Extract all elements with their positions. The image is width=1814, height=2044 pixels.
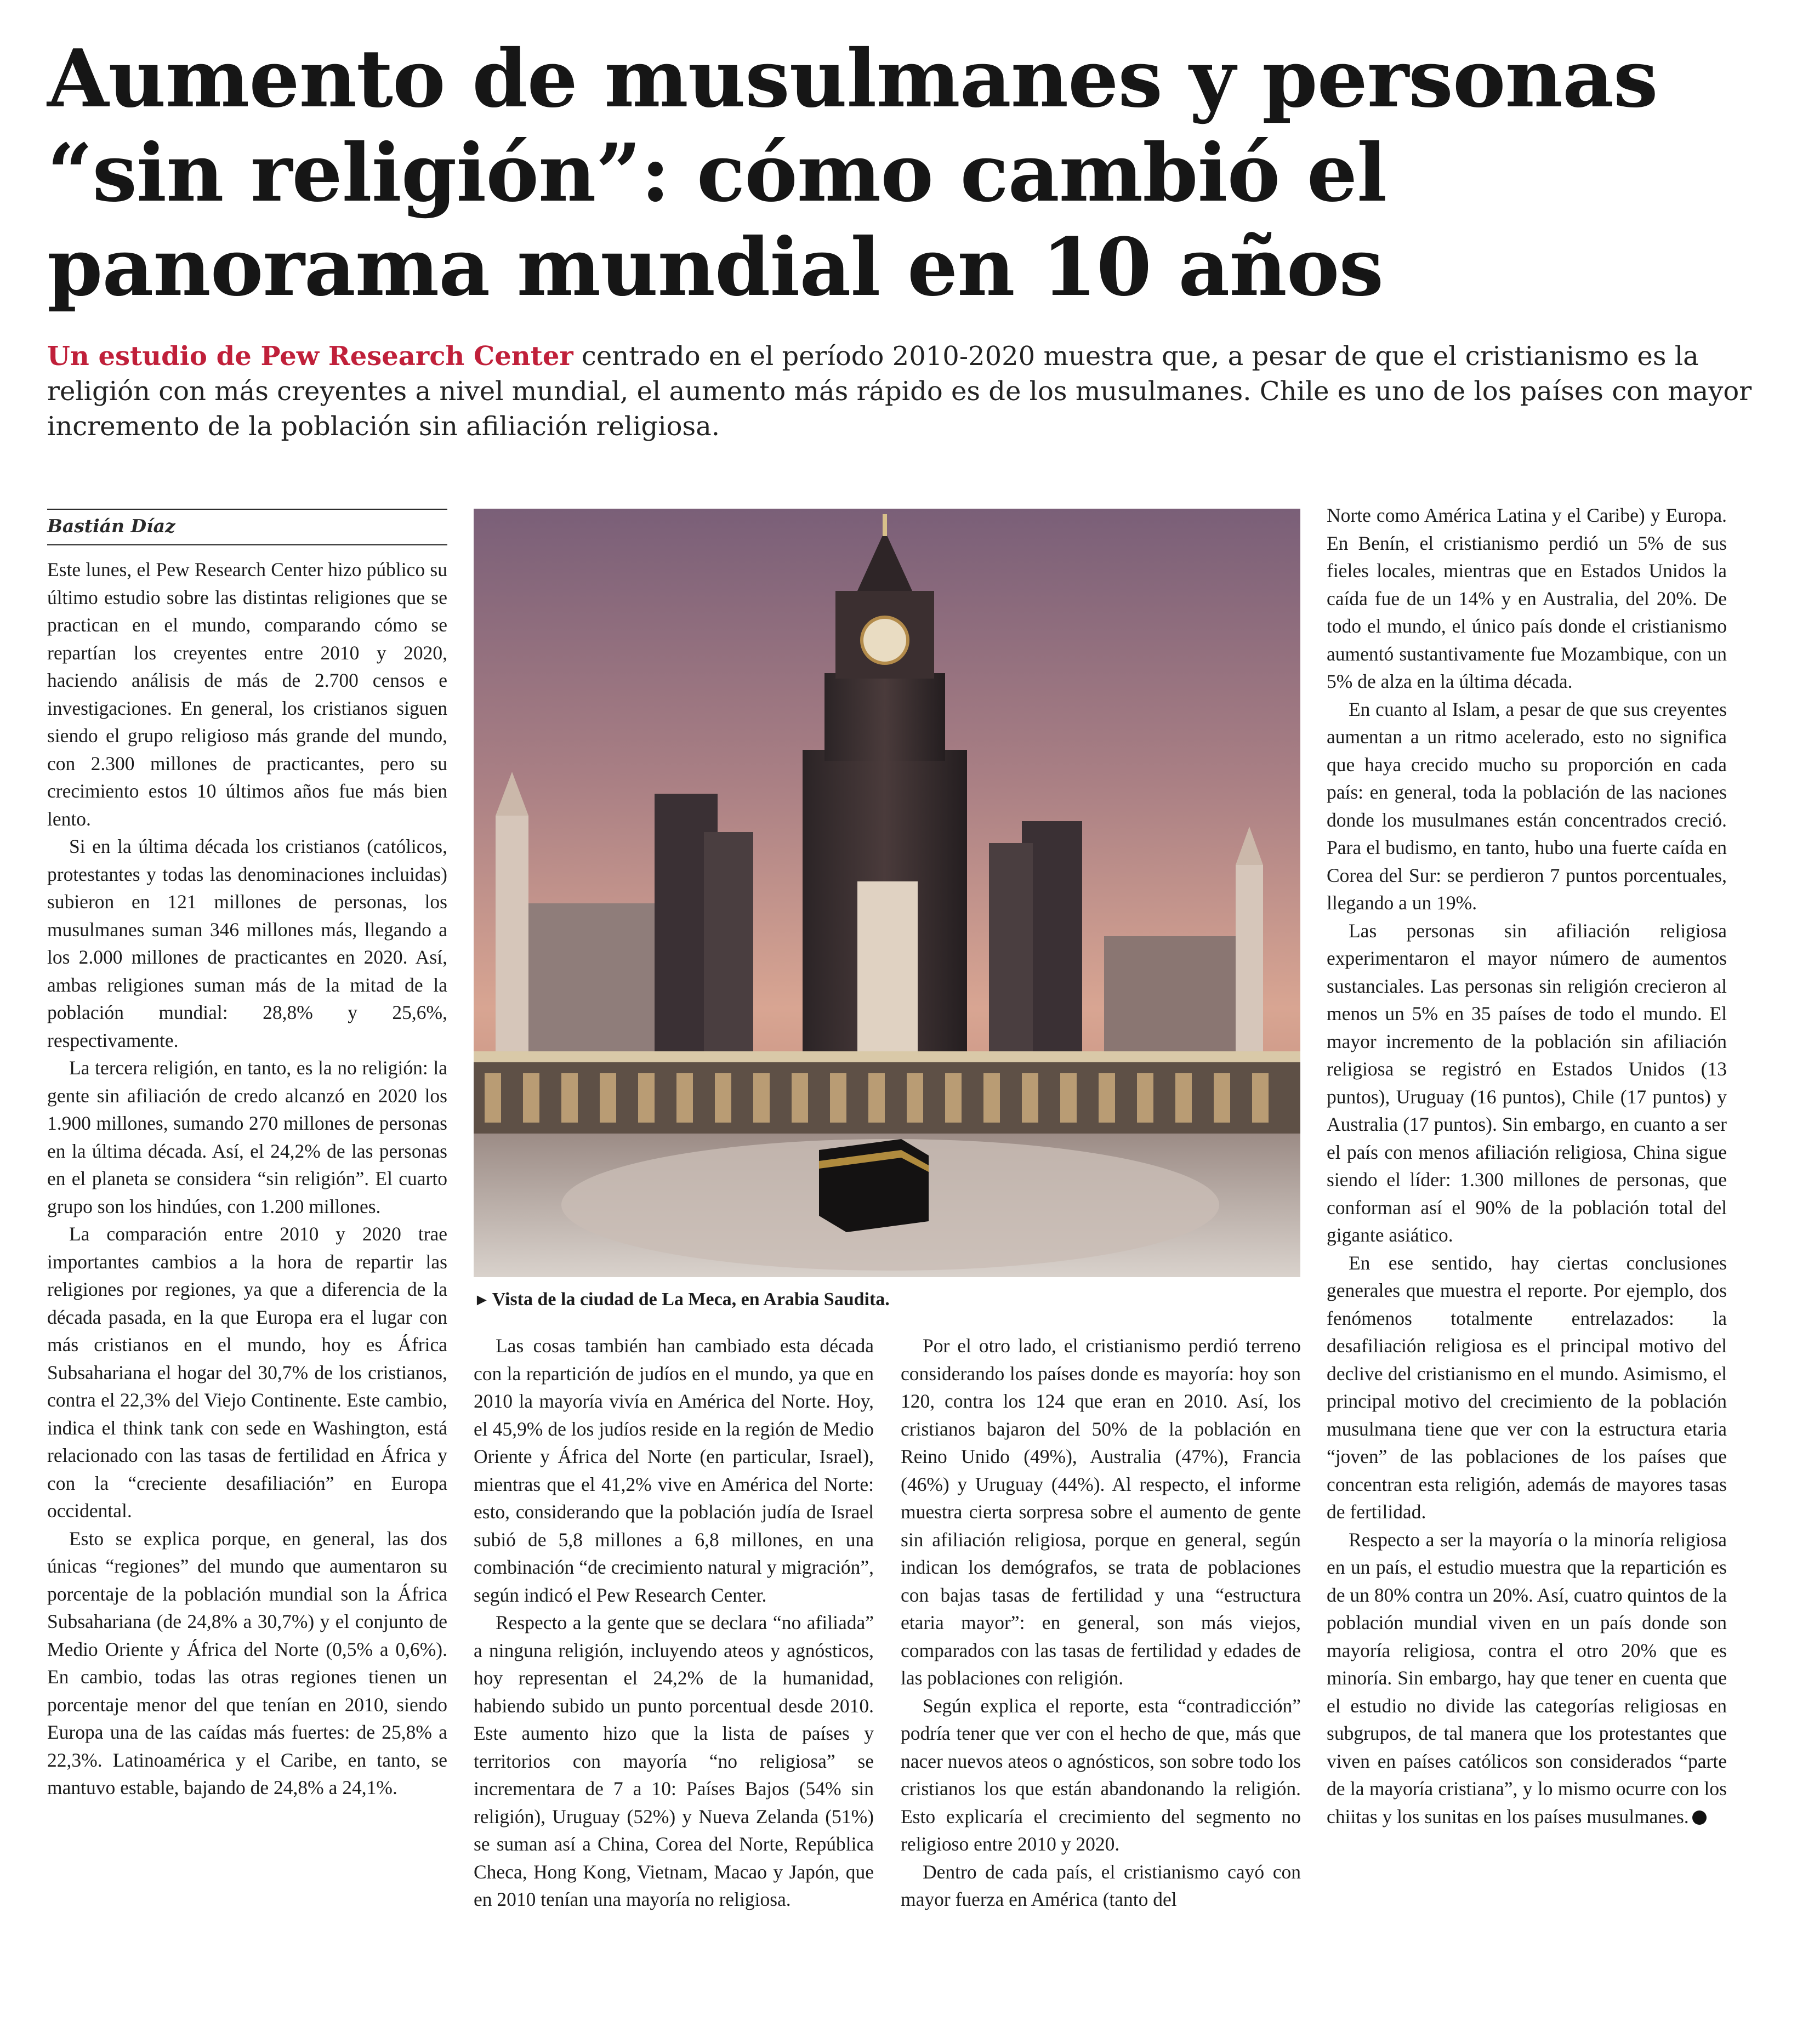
- paragraph: En ese sentido, hay ciertas conclusiones generales que muestra el reporte. Por ejemplo, dos fenómenos totalmente entrelazados: la desafiliación religiosa es el principal motivo del declive del cristianismo en el mundo. Asimismo, el principal motivo del crecimiento de la población musulmana tiene que ver con la estructura etaria “joven” de las poblaciones de los países que concentran esta religión, además de mayores tasas de fertilidad.: [1327, 1251, 1727, 1523]
- lead-text: centrado en el período 2010-2020 muestra que, a pesar de que el cristianismo es la religión con más creyentes a nivel mundial, el aumento más rápido es de los musulmanes. Chile es uno de los países con mayor incremento de la población sin afiliación religiosa.: [47, 341, 1752, 442]
- paragraph: [1327, 1526, 1727, 1831]
- photo-caption: [474, 1289, 1300, 1310]
- lead-paragraph: [47, 339, 1779, 444]
- paragraph: Respecto a la gente que se declara “no afiliada” a ninguna religión, incluyendo ateos y agnósticos, hoy representan el 24,2% de la humanidad, habiendo subido un punto porcentual desde 2010. Este aumento hizo que la lista de países y territorios con mayoría “no religiosa” se incrementara de 7 a 10: Países Bajos (54% sin religión), Uruguay (52%) y Nueva Zelanda (51%) se suman así a China, Corea del Norte, República Checa, Hong Kong, Vietnam, Macao y Japón, que en 2010 tenían una mayoría no religiosa.: [474, 1612, 874, 1910]
- end-of-article-icon: [1692, 1810, 1707, 1825]
- mecca-illustration: [474, 509, 1300, 1277]
- paragraph: Este lunes, el Pew Research Center hizo público su último estudio sobre las distintas religiones que se practican en el mundo, comparando cómo se repartían los creyentes entre 2010 y 2020, haciendo análisis de más de 2.700 censos e investigaciones. En general, los cristianos siguen siendo el grupo religioso más grande del mundo, con 2.300 millones de practicantes, pero su crecimiento estos 10 últimos años fue más bien lento.: [47, 559, 447, 830]
- paragraph: Dentro de cada país, el cristianismo cayó con mayor fuerza en América (tanto del: [901, 1860, 1301, 1910]
- paragraph: Si en la última década los cristianos (católicos, protestantes y todas las denominaciones incluidas) subieron en 121 millones de personas, los musulmanes suman 346 millones más, llegando a los 2.000 millones de practicantes en 2020. Así, ambas religiones suman más de la mitad de la población mundial: 28,8% y 25,6%, respectivamente.: [47, 835, 447, 1051]
- headline: Aumento de musulmanes y personas “sin religión”: cómo cambió el panorama mundial en 10 años: [47, 32, 1658, 314]
- paragraph: Norte como América Latina y el Caribe) y Europa. En Benín, el cristianismo perdió un 5% de sus fieles locales, mientras que en Estados Unidos la caída fue de un 14% y en Australia, del 20%. De todo el mundo, el único país donde el cristianismo aumentó sustantivamente fue Mozambique, con un 5% de alza en la última década.: [1327, 504, 1727, 692]
- paragraph: Las cosas también han cambiado esta década con la repartición de judíos en el mundo, ya que en 2010 la mayoría vivía en América del Norte. Hoy, el 45,9% de los judíos reside en la región de Medio Oriente y África del Norte (en particular, Israel), mientras que el 41,2% vive en América del Norte: esto, considerando que la población judía de Israel subió de 5,8 millones a 6,8 millones, en una combinación “de crecimiento natural y migración”, según indicó el Pew Research Center.: [474, 1335, 874, 1606]
- byline: Bastián Díaz: [47, 509, 447, 545]
- column-2: [474, 1332, 874, 1914]
- paragraph: Por el otro lado, el cristianismo perdió terreno considerando los países donde es mayoría: hoy son 120, contra los 124 que eran en 2010. Así, los cristianos bajaron del 50% de la población en Reino Unido (49%), Australia (47%), Francia (46%) y Uruguay (44%). Al respecto, el informe muestra cierta sorpresa sobre el aumento de gente sin afiliación religiosa, porque en general, según indican los demógrafos, se trata de poblaciones con bajas tasas de fertilidad y una “estructura etaria mayor”: en general, son más viejos, comparados con las tasas de fertilidad y edades de las poblaciones con religión.: [901, 1335, 1301, 1689]
- column-4: [1327, 502, 1727, 1830]
- caption-text: Vista de la ciudad de La Meca, en Arabia Saudita.: [492, 1289, 890, 1309]
- paragraph-text: Respecto a ser la mayoría o la minoría religiosa en un país, el estudio muestra que la repartición es de un 80% contra un 20%. Así, cuatro quintos de la población mundial viven en un país donde son mayoría religiosa, contra el otro 20% que es minoría. Sin embargo, hay que tener en cuenta que el estudio no divide las categorías religiosas en subgrupos, de tal manera que los protestantes que viven en países católicos son considerados “parte de la mayoría cristiana”, y lo mismo ocurre con los chiitas y los sunitas en los países musulmanes.: [1327, 1528, 1727, 1827]
- paragraph: La tercera religión, en tanto, es la no religión: la gente sin afiliación de credo alcanzó en 2020 los 1.900 millones, sumando 270 millones de personas en la última década. Así, el 24,2% de las personas en el planeta se considera “sin religión”. El cuarto grupo son los hindúes, con 1.200 millones.: [47, 1057, 447, 1217]
- paragraph: Las personas sin afiliación religiosa experimentaron el mayor número de aumentos sustanciales. Las personas sin religión crecieron al menos un 5% en 35 países de todo el mundo. El mayor incremento de la población sin afiliación religiosa se registró en Estados Unidos (13 puntos), Uruguay (16 puntos), Chile (17 puntos) y Australia (17 puntos). Sin embargo, en cuanto a ser el país con menos afiliación religiosa, China sigue siendo el líder: 1.300 millones de personas, que conforman así el 90% de la población total del gigante asiático.: [1327, 919, 1727, 1246]
- paragraph: La comparación entre 2010 y 2020 trae importantes cambios a la hora de repartir las religiones por regiones, ya que a diferencia de la década pasada, en la que Europa era el lugar con más cristianos en el mundo, hoy es África Subsahariana el hogar del 30,7% de los cristianos, contra el 22,3% del Viejo Continente. Este cambio, indica el think tank con sede en Washington, está relacionado con las tasas de fertilidad en África y con la “creciente desafiliación” en Europa occidental.: [47, 1223, 447, 1522]
- caption-marker: ►: [474, 1291, 490, 1309]
- column-3: [901, 1332, 1301, 1914]
- paragraph: Según explica el reporte, esta “contradicción” podría tener que ver con el hecho de que, más que nacer nuevos ateos o agnósticos, son sobre todo los cristianos los que están abandonando la religión. Esto explicaría el crecimiento del segmento no religioso entre 2010 y 2020.: [901, 1694, 1301, 1855]
- mecca-photo: [474, 509, 1300, 1277]
- paragraph: Esto se explica porque, en general, las dos únicas “regiones” del mundo que aumentaron su porcentaje de la población mundial son la África Subsahariana (de 24,8% a 30,7%) y el conjunto de Medio Oriente y África del Norte (0,5% a 0,6%). En cambio, todas las otras regiones tienen un porcentaje menor del que tenían en 2010, siendo Europa una de las caídas más fuertes: de 25,8% a 22,3%. Latinoamérica y el Caribe, en tanto, se mantuvo estable, bajando de 24,8% a 24,1%.: [47, 1527, 447, 1798]
- column-1: [47, 556, 447, 1802]
- paragraph: En cuanto al Islam, a pesar de que sus creyentes aumentan a un ritmo acelerado, esto no significa que haya crecido mucho su proporción en cada país: en general, toda la población de las naciones donde los musulmanes están concentrados creció. Para el budismo, en tanto, hubo una fuerte caída en Corea del Sur: se perdieron 7 puntos porcentuales, llegando a un 19%.: [1327, 698, 1727, 914]
- lead-source: Un estudio de Pew Research Center: [47, 341, 573, 372]
